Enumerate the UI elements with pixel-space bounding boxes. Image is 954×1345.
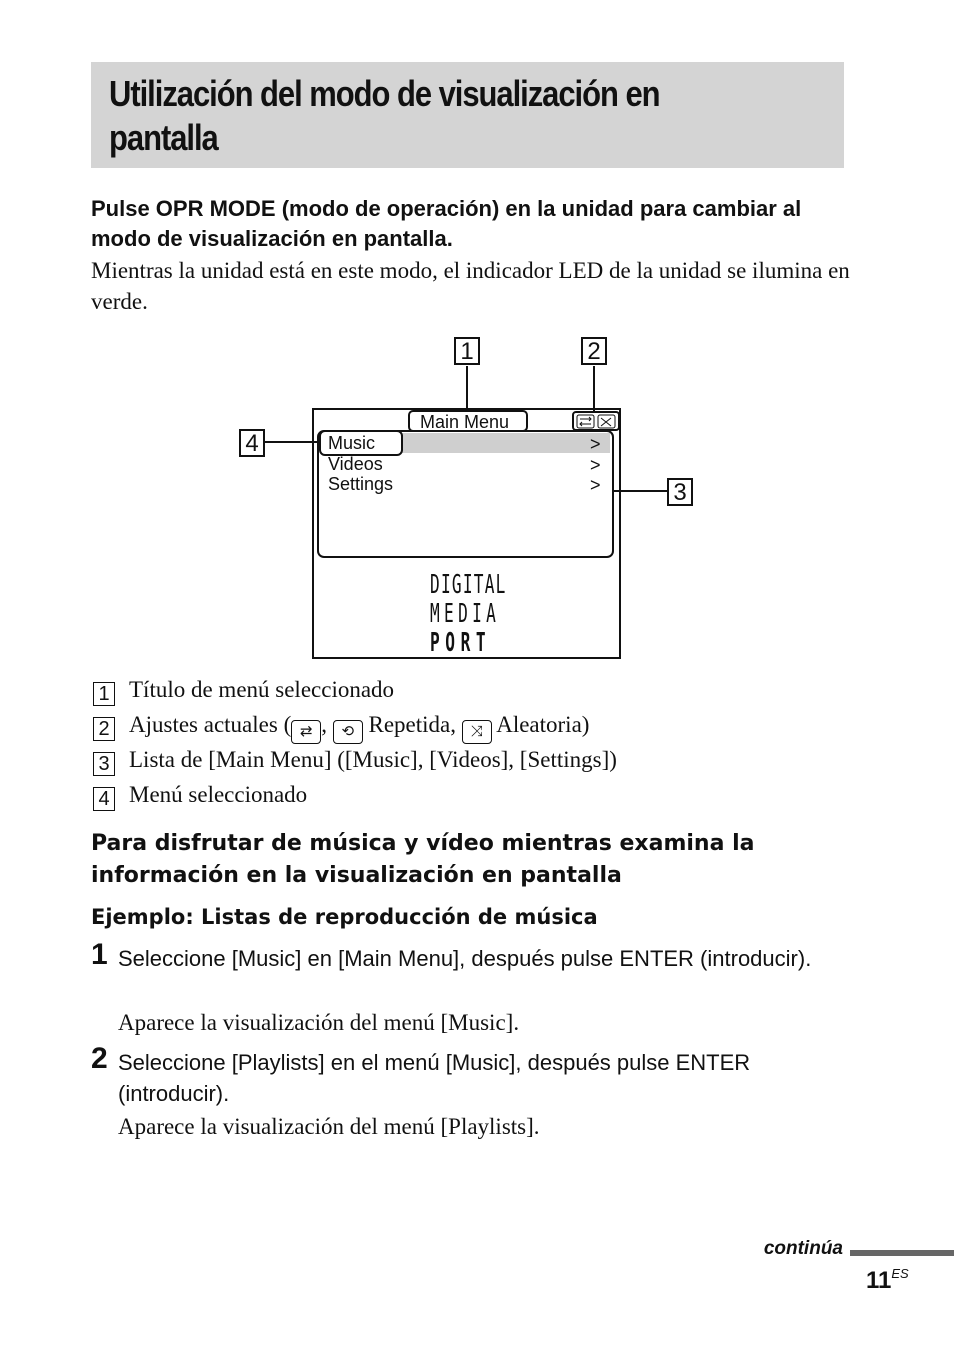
step-1-text: Seleccione [Music] en [Main Menu], después pulse ENTER (introducir).	[118, 946, 812, 971]
legend-item-2	[93, 711, 589, 744]
section-heading: Para disfrutar de música y vídeo mientras examina la información en la visualización en pantalla	[91, 831, 755, 888]
repeat-one-icon: ⟲	[333, 720, 363, 744]
shuffle-icon: ⤨	[462, 720, 492, 744]
legend-item-4	[93, 781, 307, 811]
page-lang: ES	[891, 1266, 909, 1281]
page-title-line-2: pantalla	[109, 117, 218, 158]
callout-3: 3	[667, 478, 693, 506]
logo-line-port: PORT	[430, 628, 492, 658]
repeat-all-icon: ⇄	[291, 720, 321, 744]
page-title-line-1: Utilización del modo de visualización en	[109, 73, 660, 114]
legend-text-2-repeat: Repetida,	[368, 712, 456, 737]
callout-2: 2	[581, 337, 607, 365]
intro-description: Mientras la unidad está en este modo, el indicador LED de la unidad se ilumina en verde.	[91, 258, 850, 314]
legend-text-3: Lista de [Main Menu] ([Music], [Videos], [Settings])	[129, 747, 617, 772]
legend-text-2-shuffle: Aleatoria)	[496, 712, 590, 737]
logo-line-media: MEDIA	[430, 599, 501, 629]
menu-item-videos: Videos	[328, 454, 383, 474]
step-2-number: 2	[91, 1042, 108, 1075]
page-number-value: 11	[866, 1267, 892, 1294]
step-2-result: Aparece la visualización del menú [Playlists].	[118, 1114, 540, 1139]
step-2-text: Seleccione [Playlists] en el menú [Music], después pulse ENTER (introducir).	[118, 1050, 751, 1106]
intro-instruction: Pulse OPR MODE (modo de operación) en la unidad para cambiar al modo de visualización en pantalla.	[91, 196, 802, 251]
logo-line-digital: DIGITAL	[430, 570, 507, 600]
continued-label: continúa	[763, 1238, 843, 1259]
legend-item-3	[93, 746, 617, 776]
menu-item-settings-arrow: >	[590, 475, 601, 495]
callout-4: 4	[239, 429, 265, 457]
legend-num-2: 2	[93, 717, 115, 741]
legend-item-1	[93, 676, 394, 706]
callout-1: 1	[454, 337, 480, 365]
legend-text-2-sep: ,	[321, 712, 327, 737]
step-1-result: Aparece la visualización del menú [Music].	[118, 1010, 520, 1035]
menu-item-videos-arrow: >	[590, 455, 601, 475]
legend-num-1: 1	[93, 682, 115, 706]
legend-text-4: Menú seleccionado	[129, 782, 308, 807]
menu-item-music: Music	[328, 433, 376, 453]
menu-item-settings: Settings	[328, 474, 394, 494]
legend-text-2-pre: Ajustes actuales (	[129, 712, 292, 737]
section-subheading: Ejemplo: Listas de reproducción de música	[91, 905, 598, 929]
page-number	[866, 1266, 909, 1295]
continued-bar	[850, 1250, 954, 1256]
legend-text-1: Título de menú seleccionado	[129, 677, 395, 702]
step-1-number: 1	[91, 938, 108, 971]
legend-num-3: 3	[93, 752, 115, 776]
legend-num-4: 4	[93, 787, 115, 811]
menu-item-music-arrow: >	[590, 434, 601, 454]
screen-menu-title: Main Menu	[420, 412, 510, 432]
